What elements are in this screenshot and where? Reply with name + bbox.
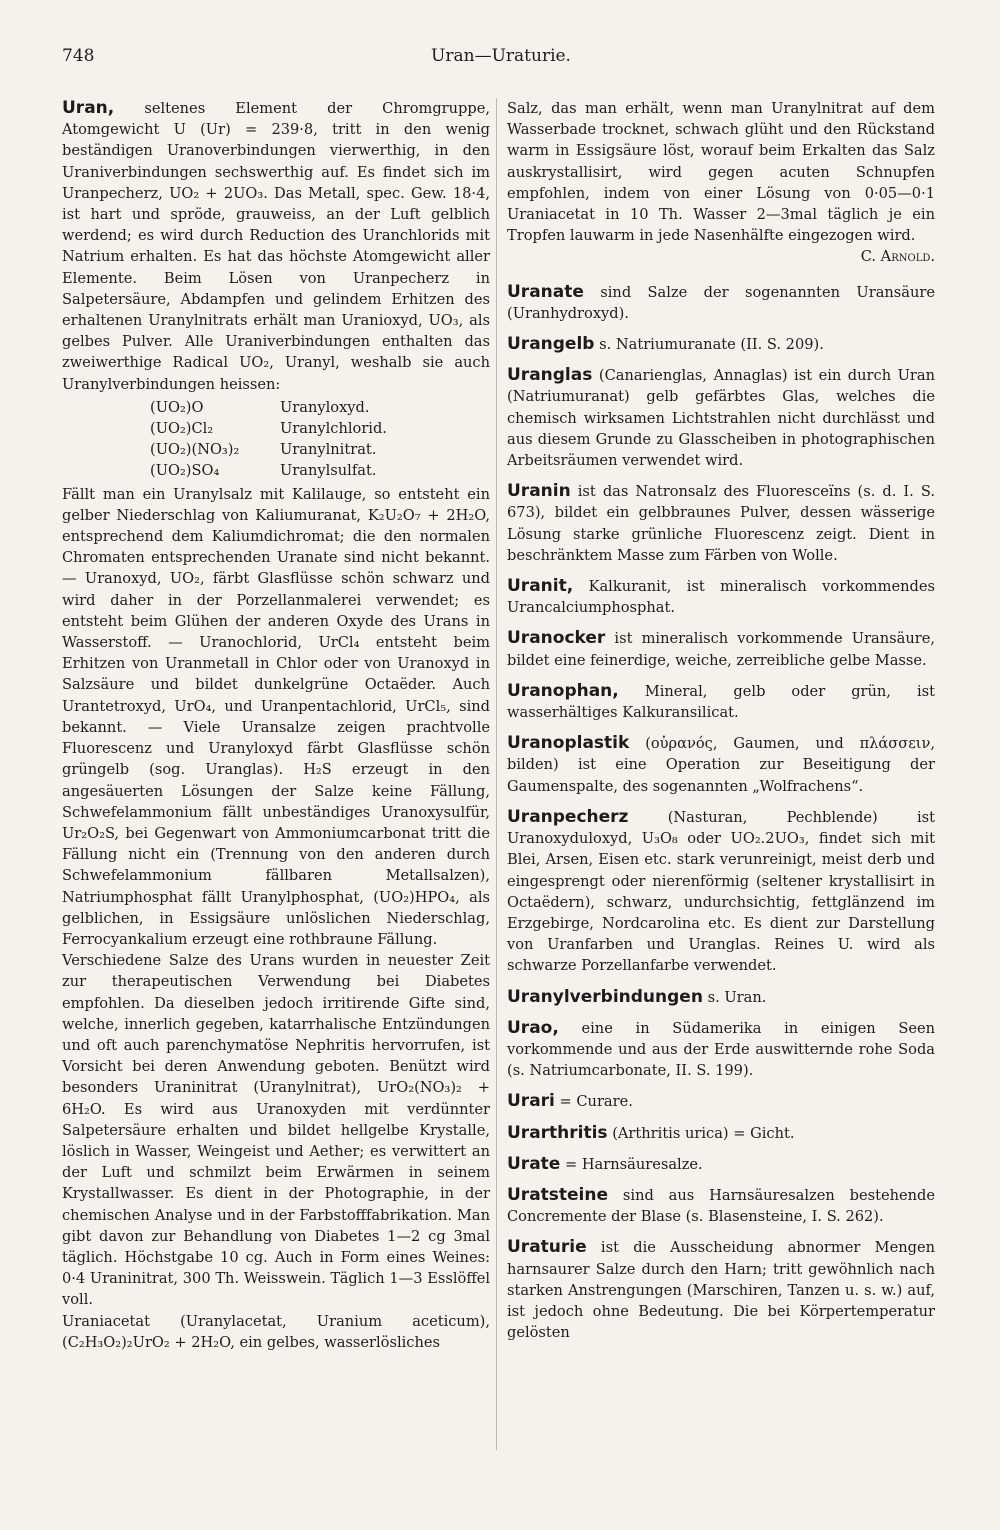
- headword: Uranophan,: [507, 680, 619, 701]
- entry-text: (οὐρανός, Gaumen, und πλάσσειν, bilden) ist eine Operation zur Beseitigung der Gaumenspalte, des sogenannten „Wolfrachens“.: [507, 735, 935, 795]
- continued-paragraph: Salz, das man erhält, wenn man Uranylnitrat auf dem Wasserbade trocknet, schwach glüht und den Rückstand warm in Essigsäure löst, worauf beim Erkalten das Salz auskrystallisirt, wird gegen acuten Schnupfen empfohlen, indem von einer Lösung von 0·05—0·1 Uraniacetat in 10 Th. Wasser 2—3mal täglich je ein Tropfen lauwarm in jede Nasenhälfte eingezogen wird.: [507, 100, 935, 245]
- entry-text: ist die Ausscheidung abnormer Mengen harnsaurer Salze durch den Harn; tritt gewöhnlich nach starken Anstrengungen (Marschiren, Tanzen u. s. w.) auf, ist jedoch ohne Bedeutung. Die bei Körpertemperatur gelösten: [507, 1239, 935, 1342]
- entry-text: ist das Natronsalz des Fluoresceïns (s. d. I. S. 673), bildet ein gelbbraunes Pulver, dessen wässerige Lösung starke grünliche Fluorescenz zeigt. Dient in beschränktem Masse zum Färben von Wolle.: [507, 483, 935, 564]
- formula: (UO₂)Cl₂: [150, 420, 214, 438]
- dictionary-entry: [507, 807, 935, 977]
- entry-text: (Nasturan, Pechblende) ist Uranoxyduloxyd, U₃O₈ oder UO₂.2UO₃, findet sich mit Blei, Arsen, Eisen etc. stark verunreinigt, meist derb und eingesprengt oder nierenförmig (seltener krystallisirt in Octaëdern), schwarz, undurchsichtig, fettglänzend im Erzgebirge, Nordcarolina etc. Es dient zur Darstellung von Uranfarben und Uranglas. Reines U. wird als schwarze Porzellanfarbe verwendet.: [507, 808, 935, 975]
- entry-uran: [62, 98, 490, 395]
- dictionary-entry: [507, 282, 935, 324]
- dictionary-entry: [507, 628, 935, 670]
- entry-text: sind Salze der sogenannten Uransäure (Uranhydroxyd).: [507, 283, 935, 322]
- dictionary-entry: [507, 1018, 935, 1082]
- dictionary-entry: [507, 334, 935, 355]
- formula-row: [150, 439, 490, 460]
- formula-row: [150, 418, 490, 439]
- headword: Uranglas: [507, 365, 593, 386]
- dictionary-entry: [507, 1123, 935, 1144]
- headword: Uranin: [507, 481, 571, 502]
- formula-row: [150, 397, 490, 418]
- entry-text: sind aus Harnsäuresalzen bestehende Concremente der Blase (s. Blasensteine, I. S. 262).: [507, 1186, 935, 1226]
- entry-text: ist mineralisch vorkommende Uransäure, bildet eine feinerdige, weiche, zerreibliche gelbe Masse.: [507, 630, 935, 669]
- running-head: Uran—Uraturie.: [431, 46, 571, 66]
- headword: Uranit,: [507, 576, 574, 597]
- dictionary-entry: [507, 1237, 935, 1343]
- entry-text: = Curare.: [554, 1093, 633, 1111]
- right-column: [507, 98, 935, 1353]
- page-header: [62, 46, 940, 74]
- headword: Uranate: [507, 281, 584, 302]
- dictionary-entry: [507, 576, 935, 618]
- formula-name: Uranyloxyd.: [280, 398, 370, 416]
- entry-text: (Arthritis urica) = Gicht.: [607, 1124, 795, 1142]
- entry-text: Kalkuranit, ist mineralisch vorkommendes Urancalciumphosphat.: [507, 578, 935, 617]
- entry-text: s. Natriumuranate (II. S. 209).: [594, 336, 824, 354]
- formula: (UO₂)(NO₃)₂: [150, 441, 240, 459]
- paragraph: Verschiedene Salze des Urans wurden in neuester Zeit zur therapeutischen Verwendung bei Diabetes empfohlen. Da dieselben jedoch irritirende Gifte sind, welche, innerlich gegeben, katarrhalische Entzündungen und oft auch parenchymatöse Nephritis hervorrufen, ist Vorsicht bei deren Anwendung geboten. Benützt wird besonders Uraninitrat (Uranylnitrat), UrO₂(NO₃)₂ + 6H₂O. Es wird aus Uranoxyden mit verdünnter Salpetersäure erhalten und bildet hellgelbe Krystalle, löslich in Wasser, Weingeist und Aether; es verwittert an der Luft und schmilzt beim Erwärmen in seinem Krystallwasser. Es dient in der Photographie, in der chemischen Analyse und in der Farbstofffabrikation. Man gibt davon zur Behandlung von Diabetes 1—2 cg 3mal täglich. Höchstgabe 10 cg. Auch in Form eines Weines: 0·4 Uraninitrat, 300 Th. Weisswein. Täglich 1—3 Esslöffel voll.: [62, 952, 490, 1309]
- formula: (UO₂)SO₄: [150, 462, 220, 480]
- formula: (UO₂)O: [150, 398, 204, 416]
- formula-name: Uranylnitrat.: [280, 441, 377, 459]
- page-number: 748: [62, 46, 95, 66]
- formula-row: [150, 460, 490, 481]
- entry-text: (Canarienglas, Annaglas) ist ein durch Uran (Natriumuranat) gelb gefärbtes Glas, welches die chemisch wirksamen Lichtstrahlen nicht durchlässt und aus diesem Grunde zu Glasscheiben in photographischen Arbeitsräumen verwendet wird.: [507, 367, 935, 470]
- dictionary-entry: [507, 987, 935, 1008]
- dictionary-entry: [507, 365, 935, 471]
- headword: Uranpecherz: [507, 806, 629, 827]
- headword: Urangelb: [507, 334, 595, 355]
- formula-name: Uranylchlorid.: [280, 420, 387, 438]
- paragraph: Uraniacetat (Uranylacetat, Uranium aceticum), (C₂H₃O₂)₂UrO₂ + 2H₂O, ein gelbes, wasserlösliches: [62, 1312, 490, 1351]
- entry-text: seltenes Element der Chromgruppe, Atomgewicht U (Ur) = 239·8, tritt in den wenig beständigen Uranoverbindungen vierwerthig, in den Uraniverbindungen sechswerthig auf. Es findet sich im Uranpecherz, UO₂ + 2UO₃. Das Metall, spec. Gew. 18·4, ist hart und spröde, grauweiss, an der Luft gelblich werdend; es wird durch Reduction des Uranchlorids mit Natrium erhalten. Es hat das höchste Atomgewicht aller Elemente. Beim Lösen von Uranpecherz in Salpetersäure, Abdampfen und gelindem Erhitzen des erhaltenen Uranylnitrats erhält man Uranioxyd, UO₃, als gelbes Pulver. Alle Uraniverbindungen enthalten das zweiwerthige Radical UO₂, Uranyl, weshalb sie auch Uranylverbindungen heissen:: [62, 100, 491, 393]
- dictionary-entry: [507, 1154, 935, 1175]
- entry-list: [507, 282, 935, 1344]
- formula-name: Uranylsulfat.: [280, 462, 377, 480]
- headword: Uranocker: [507, 628, 606, 649]
- headword: Uranoplastik: [507, 733, 630, 754]
- headword: Urarthritis: [507, 1122, 608, 1143]
- headword: Urao,: [507, 1017, 559, 1038]
- dictionary-entry: [507, 681, 935, 723]
- dictionary-entry: [507, 481, 935, 566]
- headword: Uraturie: [507, 1237, 587, 1258]
- headword-uran: Uran,: [62, 98, 115, 118]
- entry-text: Mineral, gelb oder grün, ist wasserhältiges Kalkuransilicat.: [507, 682, 935, 722]
- headword: Uranylverbindungen: [507, 986, 703, 1007]
- left-column: [62, 98, 490, 1353]
- author-signature: C. Arnold.: [860, 248, 935, 266]
- dictionary-entry: [507, 1091, 935, 1112]
- dictionary-entry: [507, 1185, 935, 1227]
- entry-text: s. Uran.: [702, 988, 767, 1006]
- headword: Urate: [507, 1153, 561, 1174]
- paragraph: Fällt man ein Uranylsalz mit Kalilauge, so entsteht ein gelber Niederschlag von Kaliumuranat, K₂U₂O₇ + 2H₂O, entsprechend dem Kaliumdichromat; die den normalen Chromaten entsprechenden Uranate sind nicht bekannt. — Uranoxyd, UO₂, färbt Glasflüsse schön schwarz und wird daher in der Porzellanmalerei verwendet; es entsteht beim Glühen der anderen Oxyde des Urans in Wasserstoff. — Uranochlorid, UrCl₄ entsteht beim Erhitzen von Uranmetall in Chlor oder von Uranoxyd in Salzsäure und bildet dunkelgrüne Octaëder. Auch Urantetroxyd, UrO₄, und Uranpentachlorid, UrCl₅, sind bekannt. — Viele Uransalze zeigen prachtvolle Fluorescenz und Uranyloxyd färbt Glasflüsse schön grüngelb (sog. Uranglas). H₂S erzeugt in den angesäuerten Lösungen der Salze keine Fällung, Schwefelammonium fällt unbeständiges Uranoxysulfür, Ur₂O₂S, bei Gegenwart von Ammoniumcarbonat tritt die Fällung nicht ein (Trennung von den anderen durch Schwefelammonium fällbaren Metallsalzen), Natriumphosphat fällt Uranylphosphat, (UO₂)HPO₄, als gelblichen, in Essigsäure unlöslichen Niederschlag, Ferrocyankalium erzeugt eine rothbraune Fällung.: [62, 485, 490, 948]
- entry-text: eine in Südamerika in einigen Seen vorkommende und aus der Erde auswitternde rohe Soda (s. Natriumcarbonate, II. S. 199).: [507, 1019, 935, 1080]
- headword: Urari: [507, 1091, 555, 1112]
- dictionary-entry: [507, 733, 935, 797]
- column-divider: [496, 98, 497, 1450]
- uranyl-formula-list: [150, 397, 490, 482]
- entry-text: = Harnsäuresalze.: [560, 1155, 703, 1173]
- headword: Uratsteine: [507, 1184, 609, 1205]
